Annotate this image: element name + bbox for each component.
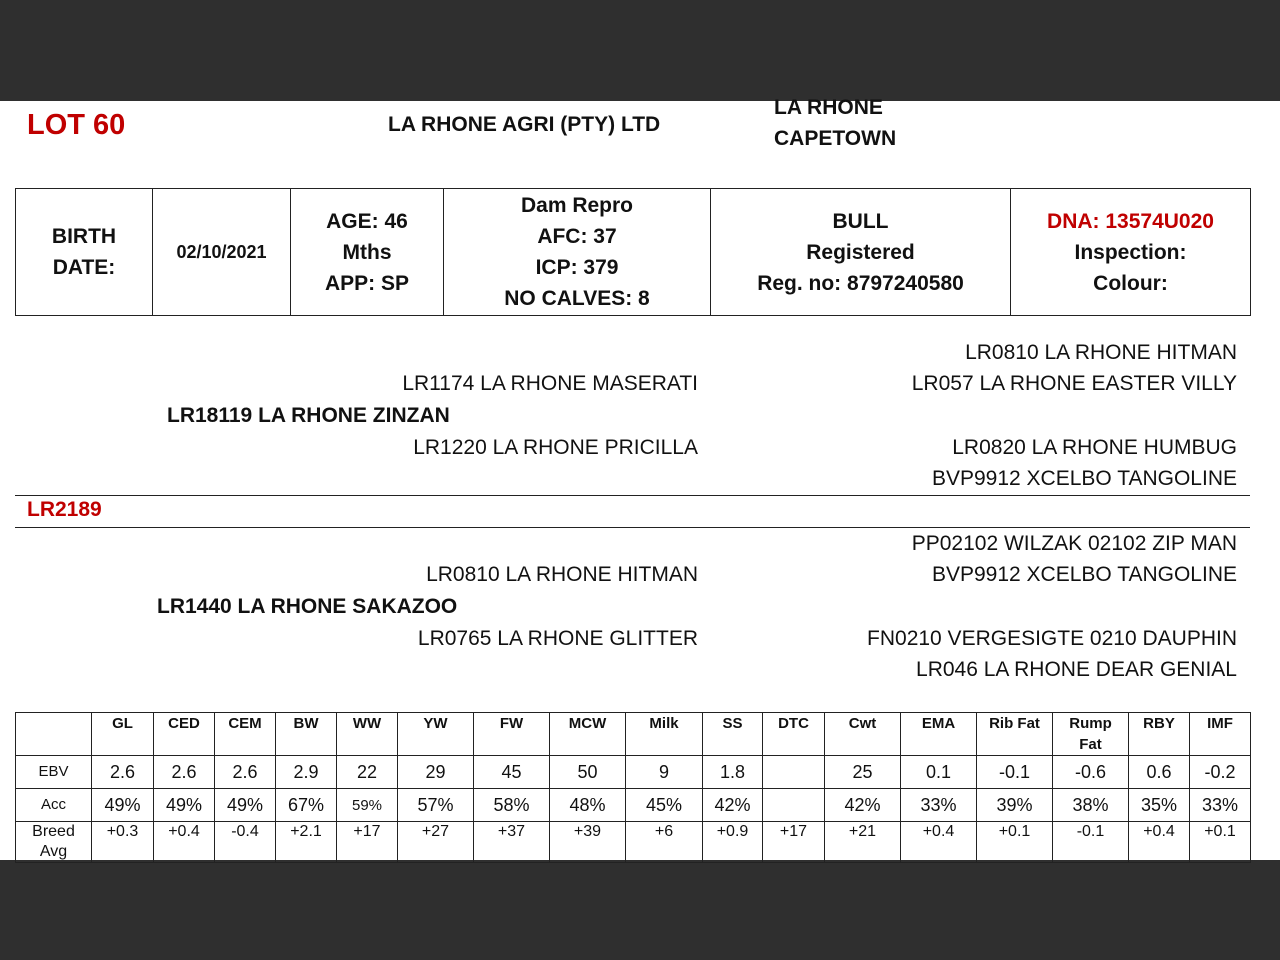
location-line-1: LA RHONE (774, 96, 883, 119)
value-cell: +0.3 (92, 822, 154, 863)
value-cell: 59% (337, 789, 398, 822)
value-cell: 35% (1129, 789, 1190, 822)
value-cell: 1.8 (703, 756, 763, 789)
header-cell: CEM (215, 713, 276, 756)
value-cell: +0.4 (1129, 822, 1190, 863)
dam-dam-sire: FN0210 VERGESIGTE 0210 DAUPHIN (867, 627, 1237, 650)
dam-name: LR1440 LA RHONE SAKAZOO (157, 595, 458, 618)
sire-sire: LR1174 LA RHONE MASERATI (402, 372, 698, 395)
age-unit: Mths (342, 240, 392, 264)
value-cell: 45% (626, 789, 703, 822)
dam-sire: LR0810 LA RHONE HITMAN (426, 563, 698, 586)
value-cell: +0.9 (703, 822, 763, 863)
header-cell: SS (703, 713, 763, 756)
status-value: Registered (806, 240, 915, 264)
dam-sire-sire: PP02102 WILZAK 02102 ZIP MAN (911, 532, 1237, 555)
value-cell: +39 (550, 822, 626, 863)
value-cell: 33% (1190, 789, 1251, 822)
dna-cell (1011, 189, 1251, 316)
birth-date-value: 02/10/2021 (153, 189, 291, 316)
row-label: Acc (16, 789, 92, 822)
sire-sire-dam: LR057 LA RHONE EASTER VILLY (911, 372, 1237, 395)
value-cell: 49% (92, 789, 154, 822)
breed-avg-row (16, 822, 1251, 863)
value-cell: +0.1 (1190, 822, 1251, 863)
dam-sire-dam: BVP9912 XCELBO TANGOLINE (931, 563, 1237, 586)
header-cell: RBY (1129, 713, 1190, 756)
header-cell: IMF (1190, 713, 1251, 756)
value-cell: 42% (703, 789, 763, 822)
lot-number: LOT 60 (27, 109, 126, 141)
value-cell: 29 (398, 756, 474, 789)
value-cell: -0.1 (1053, 822, 1129, 863)
value-cell: +0.4 (154, 822, 215, 863)
sire-dam-sire: LR0820 LA RHONE HUMBUG (952, 436, 1237, 459)
value-cell: -0.1 (977, 756, 1053, 789)
value-cell: 57% (398, 789, 474, 822)
value-cell: 0.6 (1129, 756, 1190, 789)
afc-value: AFC: 37 (537, 225, 617, 248)
sire-dam-dam: BVP9912 XCELBO TANGOLINE (931, 467, 1237, 490)
value-cell: 33% (901, 789, 977, 822)
ebv-header-row (16, 713, 1251, 756)
header-cell: WW (337, 713, 398, 756)
header-cell: YW (398, 713, 474, 756)
header-cell: Milk (626, 713, 703, 756)
value-cell: +6 (626, 822, 703, 863)
corner-cell (16, 713, 92, 756)
value-cell: +17 (763, 822, 825, 863)
dna-value: DNA: 13574U020 (1047, 209, 1214, 233)
header-cell: FW (474, 713, 550, 756)
value-cell: 25 (825, 756, 901, 789)
value-cell: 42% (825, 789, 901, 822)
value-cell: +27 (398, 822, 474, 863)
value-cell: 48% (550, 789, 626, 822)
value-cell: -0.4 (215, 822, 276, 863)
header-cell: DTC (763, 713, 825, 756)
value-cell: 0.1 (901, 756, 977, 789)
value-cell: 67% (276, 789, 337, 822)
value-cell: 9 (626, 756, 703, 789)
value-cell: 2.6 (154, 756, 215, 789)
reg-number: Reg. no: 8797240580 (757, 271, 964, 295)
divider (15, 527, 1250, 528)
value-cell: 2.6 (215, 756, 276, 789)
value-cell: -0.6 (1053, 756, 1129, 789)
icp-value: ICP: 379 (535, 256, 619, 279)
header-cell: GL (92, 713, 154, 756)
value-cell: 22 (337, 756, 398, 789)
location-line-2: CAPETOWN (774, 127, 897, 150)
value-cell: 50 (550, 756, 626, 789)
value-cell: +0.1 (977, 822, 1053, 863)
value-cell: 2.9 (276, 756, 337, 789)
registration-cell (711, 189, 1011, 316)
value-cell (763, 789, 825, 822)
row-label: EBV (16, 756, 92, 789)
seller-name: LA RHONE AGRI (PTY) LTD (388, 113, 661, 136)
value-cell: 49% (215, 789, 276, 822)
sire-sire-sire: LR0810 LA RHONE HITMAN (965, 341, 1237, 364)
value-cell: +2.1 (276, 822, 337, 863)
acc-row (16, 789, 1251, 822)
value-cell: 45 (474, 756, 550, 789)
value-cell: 39% (977, 789, 1053, 822)
birth-date-label: BIRTH DATE: (16, 189, 153, 316)
dam-repro-cell (444, 189, 711, 316)
app-value: APP: SP (324, 271, 410, 295)
header-cell: CED (154, 713, 215, 756)
dam-dam: LR0765 LA RHONE GLITTER (417, 627, 698, 650)
header-cell: BW (276, 713, 337, 756)
colour-label: Colour: (1093, 271, 1168, 295)
animal-id: LR2189 (27, 498, 102, 521)
age-cell (291, 189, 444, 316)
header-cell: EMA (901, 713, 977, 756)
ebv-row (16, 756, 1251, 789)
dam-repro-title: Dam Repro (520, 194, 634, 217)
value-cell: +17 (337, 822, 398, 863)
value-cell: 58% (474, 789, 550, 822)
no-calves-value: NO CALVES: 8 (504, 287, 650, 310)
inspection-label: Inspection: (1074, 240, 1187, 264)
header-cell: Rump Fat (1053, 713, 1129, 756)
ebv-table (15, 712, 1251, 863)
value-cell: 38% (1053, 789, 1129, 822)
dam-dam-dam: LR046 LA RHONE DEAR GENIAL (916, 658, 1237, 681)
value-cell: -0.2 (1190, 756, 1251, 789)
header-cell: MCW (550, 713, 626, 756)
divider (15, 495, 1250, 496)
value-cell: +0.4 (901, 822, 977, 863)
sire-name: LR18119 LA RHONE ZINZAN (167, 404, 450, 427)
value-cell (763, 756, 825, 789)
header-cell: Rib Fat (977, 713, 1053, 756)
value-cell: +21 (825, 822, 901, 863)
header-cell: Cwt (825, 713, 901, 756)
sire-dam: LR1220 LA RHONE PRICILLA (413, 436, 698, 459)
age-value: AGE: 46 (326, 209, 408, 233)
value-cell: 2.6 (92, 756, 154, 789)
lot-sheet (0, 96, 1280, 860)
value-cell: 49% (154, 789, 215, 822)
row-label: Breed Avg (16, 822, 92, 863)
sex-value: BULL (832, 209, 889, 233)
animal-info-table (15, 188, 1251, 316)
value-cell: +37 (474, 822, 550, 863)
